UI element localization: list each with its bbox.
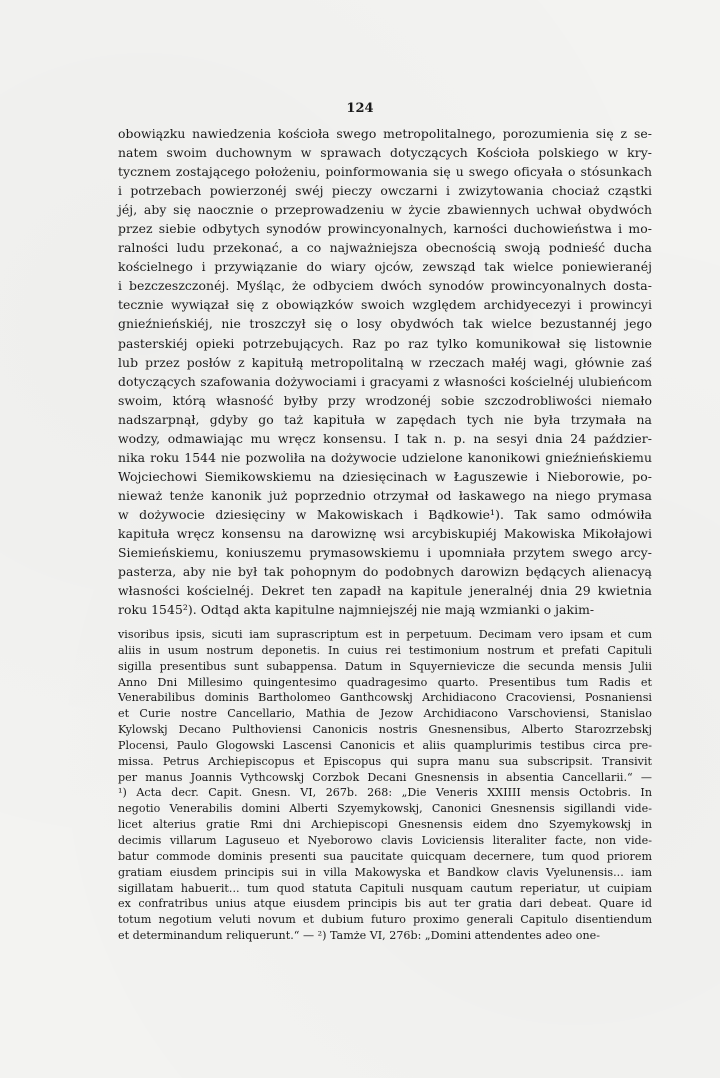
main-text-line: nieważ tenże kanonik już poprzednio otrzymał od łaskawego na niego prymasa: [118, 487, 652, 503]
footnote-line: decimis villarum Laguseuo et Nyeborowo clavis Loviciensis literaliter facte, non vide-: [118, 833, 652, 847]
main-text-line: własności kościelnéj. Dekret ten zapadł na kapitule jeneralnéj dnia 29 kwietnia: [118, 583, 652, 599]
main-text-line: wodzy, odmawiając mu wręcz konsensu. I tak n. p. na sesyi dnia 24 paździer-: [118, 430, 652, 446]
footnote-line: Plocensi, Paulo Glogowski Lascensi Canonicis et aliis quamplurimis testibus circa pre-: [118, 738, 652, 752]
footnote-line: per manus Joannis Vythcowskj Corzbok Decani Gnesnensis in absentia Cancellarii.“ —: [118, 770, 652, 784]
main-text-line: Wojciechowi Siemikowskiemu na dziesięcinach w Łaguszewie i Nieborowie, po-: [118, 468, 652, 484]
footnotes-block: [118, 627, 652, 944]
footnote-line: sigillatam habuerit... tum quod statuta Capituli nusquam cautum reperiatur, ut cuipiam: [118, 881, 652, 895]
main-text-line: obowiązku nawiedzenia kościoła swego metropolitalnego, porozumienia się z se-: [118, 126, 652, 141]
main-text-line: gnieźnieńskiéj, nie troszczył się o losy obydwóch tak wielce bezustannéj jego: [118, 316, 652, 332]
main-text-line: kościelnego i przywiązanie do wiary ojców, zewsząd tak wielce poniewieranéj: [118, 259, 652, 275]
main-text-line: nika roku 1544 nie pozwoliła na dożywocie udzielone kanonikowi gnieźnieńskiemu: [118, 449, 652, 465]
footnote-line: aliis in usum nostrum deponetis. In cuius rei testimonium nostrum et prefati Capituli: [118, 643, 652, 657]
footnote-line: et Curie nostre Cancellario, Mathia de Jezow Archidiacono Varschoviensi, Stanislao: [118, 707, 652, 721]
footnote-line: sigilla presentibus sunt subappensa. Datum in Squyernievicze die secunda mensis Julii: [118, 659, 652, 673]
footnote-line: Venerabilibus dominis Bartholomeo Ganthcowskj Archidiacono Cracoviensi, Posnaniensi: [118, 691, 652, 705]
main-text-line: ralności ludu przekonać, a co najważniejsza obecnością swoją podnieść ducha: [118, 240, 652, 256]
footnote-line: Kylowskj Decano Pulthoviensi Canonicis nostris Gnesnensibus, Alberto Starozrzebskj: [118, 723, 652, 737]
footnote-line: et determinandum reliquerunt.“ — ²) Tamże VI, 276b: „Domini attendentes adeo one-: [118, 929, 601, 943]
footnote-line: Anno Dni Millesimo quingentesimo quadragesimo quarto. Presentibus tum Radis et: [118, 675, 652, 689]
main-text-line: tecznie wywiązał się z obowiązków swoich względem archidyecezyi i prowincyi: [118, 297, 652, 313]
main-text-block: [118, 124, 652, 619]
footnote-line: negotio Venerabilis domini Alberti Szyemykowskj, Canonici Gnesnensis sigillandi vide-: [118, 802, 652, 816]
main-text-line: swoim, którą własność byłby przy wrodzonéj sobie szczodrobliwości niemało: [118, 392, 652, 408]
footnote-line: missa. Petrus Archiepiscopus et Episcopus qui supra manu sua subscripsit. Transivit: [118, 754, 652, 768]
main-text-line: w dożywocie dziesięciny w Makowiskach i Bądkowie¹). Tak samo odmówiła: [118, 506, 652, 522]
main-text-line: i bezczeszczonéj. Myśląc, że odbyciem dwóch synodów prowincyonalnych dosta-: [118, 278, 652, 294]
footnote-line: totum negotium veluti novum et dubium futuro proximo generali Capitulo disentiendum: [118, 913, 652, 927]
main-text-line: Siemieńskiemu, koniuszemu prymasowskiemu i upomniała przytem swego arcy-: [118, 545, 652, 561]
footnote-line: ¹) Acta decr. Capit. Gnesn. VI, 267b. 268: „Die Veneris XXIIII mensis Octobris. In: [118, 786, 652, 800]
main-text-line: i potrzebach powierzonéj swéj pieczy owczarni i zwizytowania chociaż cząstki: [118, 183, 652, 199]
main-text-line: pasterza, aby nie był tak pohopnym do podobnych darowizn będących alienacyą: [118, 564, 652, 580]
main-text-line: roku 1545²). Odtąd akta kapitulne najmniejszéj nie mają wzmianki o jakim-: [118, 602, 595, 618]
main-text-line: przez siebie odbytych synodów prowincyonalnych, karności duchowieństwa i mo-: [118, 221, 652, 237]
main-text-line: pasterskiéj opieki potrzebujących. Raz po raz tylko komunikował się listownie: [118, 335, 652, 351]
main-text-line: dotyczących szafowania dożywociami i gracyami z własności kościelnéj ulubieńcom: [118, 373, 652, 389]
main-text-line: kapituła wręcz konsensu na darowiznę wsi arcybiskupiéj Makowiska Mikołajowi: [118, 525, 652, 541]
footnote-line: ex confratribus unius atque eiusdem principis bis aut ter gratia dari debeat. Quare id: [118, 897, 652, 911]
footnote-line: batur commode dominis presenti sua paucitate quicquam decernere, tum quod priorem: [118, 849, 652, 863]
main-text-line: nadszarpnął, gdyby go taż kapituła w zapędach tych nie była trzymała na: [118, 411, 652, 427]
footnote-line: licet alterius gratie Rmi dni Archiepiscopi Gnesnensis eidem dno Szyemykowskj in: [118, 818, 652, 832]
main-text-line: tycznem zostającego położeniu, poinformowania się u swego oficyała o stósunkach: [118, 164, 652, 180]
main-text-line: natem swoim duchownym w sprawach dotyczących Kościoła polskiego w kry-: [118, 145, 652, 161]
footnote-line: visoribus ipsis, sicuti iam suprascriptum est in perpetuum. Decimam vero ipsam et cum: [118, 628, 652, 641]
main-text-line: jéj, aby się naocznie o przeprowadzeniu w życie zbawiennych uchwał obydwóch: [118, 202, 652, 218]
main-text-line: lub przez posłów z kapitułą metropolitalną w rzeczach małéj wagi, głównie zaś: [118, 354, 652, 370]
footnote-line: gratiam eiusdem principis sui in villa Makowyska et Bandkow clavis Vyelunensis... iam: [118, 865, 652, 879]
page-number: 124: [346, 101, 374, 116]
